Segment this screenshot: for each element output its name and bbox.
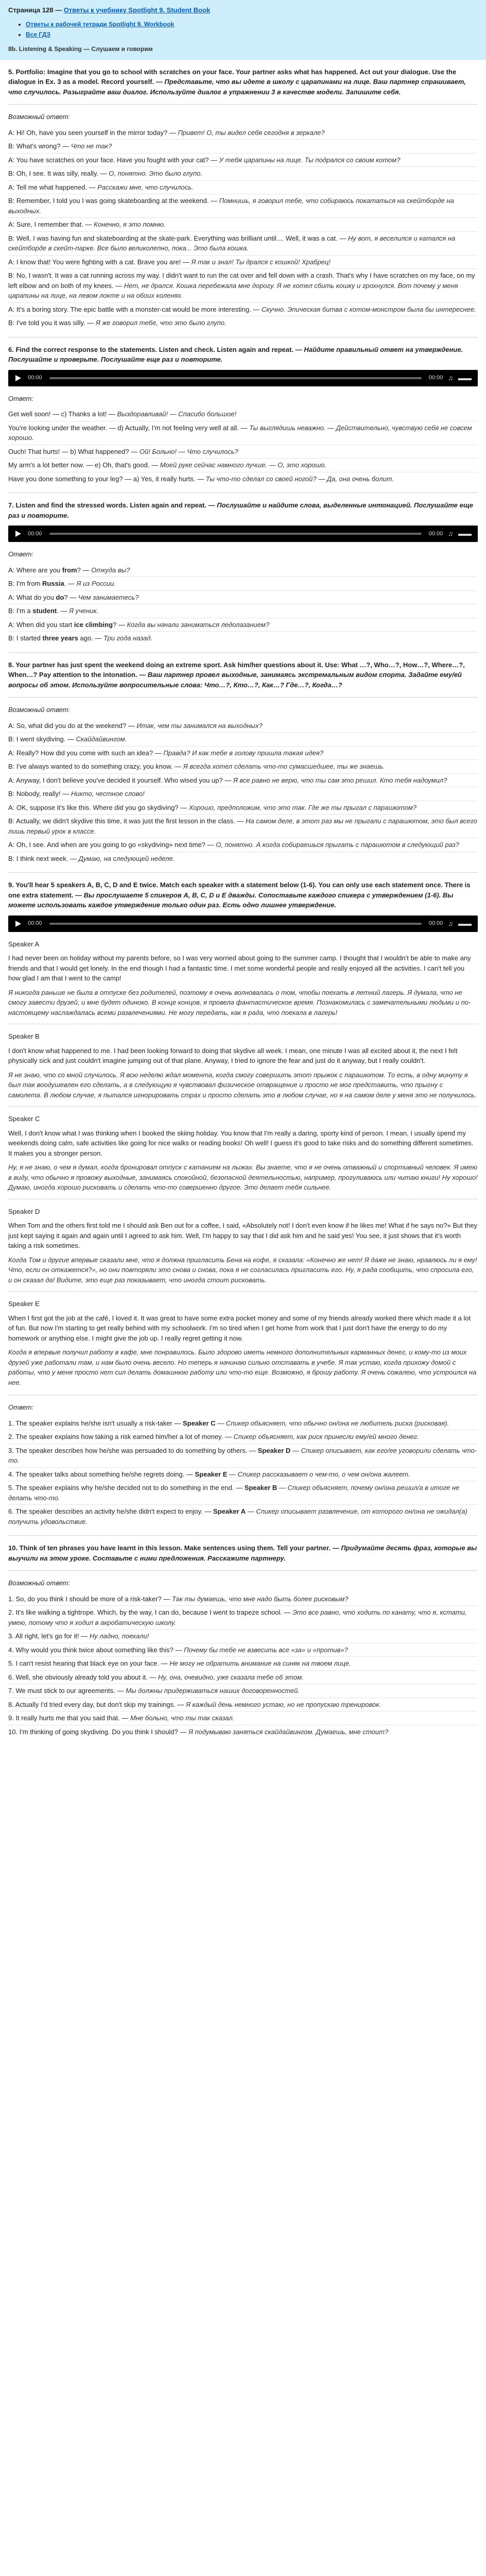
line-translation: На самом деле, в этот раз мы не прыгали с парашютом, это был всего лишь первый урок в классе. [8,817,477,835]
list-item [8,591,478,605]
divider [8,872,478,873]
line-text: B: Nobody, really! — [8,790,70,798]
list-item [8,604,478,618]
line-text: B: I started [8,634,43,642]
breadcrumb-link[interactable]: Ответы к учебнику Spotlight 9. Student Book [63,6,211,14]
line-translation: Я подумываю заняться скайдайвингом. Думаешь, мне стоит? [186,1727,389,1736]
line-text: A: You have scratches on your face. Have you fought with your cat? — [8,156,218,164]
list-item [8,1430,478,1444]
list-item [8,316,478,330]
duration: 00:00 [428,375,443,381]
line-text: ? — [113,620,125,629]
list-item [8,1481,478,1505]
stressed-word: student [32,607,57,615]
divider [8,1535,478,1536]
line-translation: — Спикер объясняет, почему он/она решил/а в итоге не делать что-то. [8,1484,460,1502]
volume-icon[interactable]: ♫ [448,919,453,927]
line-text: B: Oh, I see. It was silly, really. — [8,170,107,177]
audio-player[interactable] [8,916,478,932]
list-item [8,1468,478,1482]
task-6-answers [8,408,478,485]
speaker-transcript: When I first got the job at the café, I loved it. It was great to have some extra pocket money and some of my friends already worked there which made it a lot of fun. But now I'm starting to get really behind with my schoolwork. I'm so tired when I get home from work that I just don't have the energy to do my homework or anything else. I might give the job up. I really regret getting it now. [8,1314,471,1342]
current-time: 00:00 [28,375,42,381]
divider [8,1106,478,1107]
task-5-title: 5. Portfolio: Imagine that you go to school with scratches on your face. Your partner asks what has happened. Act out your dialogue. Use the dialogue in Ex. 3 as a model. Record yourself. — Представьте, что вы идете в школу с царапинами на лице. Ваш партнер спрашивает, что случилось. Разыграйте ваш диалог. Используйте диалог в упражнении 3 в качестве модели. Запишите себя. [8,67,466,96]
speaker-transcript: I had never been on holiday without my parents before, so I was very worried about going to the summer camp. I thought that I wouldn't be able to make any friends and that I would get lonely. In the end though I had a fantastic time. I met some wonderful people and really enjoyed all the activities. I can't tell you how glad I am that I went to the camp! [8,954,471,982]
stressed-word: three years [42,634,78,642]
speaker-name: Speaker D [8,1207,40,1215]
list-item [8,194,478,218]
list-item [8,774,478,788]
speaker-name: Speaker E [8,1300,40,1308]
list-item [8,421,478,445]
speaker-transcript: When Tom and the others first told me I should ask Ben out for a coffee, I said, «Absolutely not! I don't even know if he likes me! What if he says no?» But they just kept saying it again and again until I agreed to ask him. Well, I'm happy to say that I did ask him and he said yes! You see, it just shows that it's worth taking a risk sometimes. [8,1222,478,1249]
stressed-word: Russia [42,580,64,587]
line-translation: Скайдайвингом. [74,735,127,743]
task-9-title: 9. You'll hear 5 speakers A, B, C, D and E twice. Match each speaker with a statement below (1-6). You can only use each statement once. There is one extra statement. — Вы прослушаете 5 спикеров A, B, C, D и E дважды. Сопоставьте каждого спикера с утверждением (1-6). Вы можете использовать каждое утверждение только один раз. Есть одно лишнее утверждение. [8,881,471,909]
speaker-transcripts [8,939,478,1388]
audio-player[interactable] [8,526,478,542]
line-text: B: I'm a [8,607,33,615]
line-translation: Я ученик. [67,607,99,615]
answer-label: Ответ: [8,394,33,402]
line-text: ? — [77,566,90,574]
list-item [8,472,478,486]
line-translation: Это все равно, что ходить по канату, что я, кстати, умею, потому что я ходил в акробатическую школу. [8,1608,467,1626]
line-text: 5. I can't resist hearing that black eye on your face. — [8,1659,168,1667]
line-text: . — [64,580,75,587]
statement-number: 6. [8,1507,14,1515]
list-item [8,1592,478,1606]
line-translation: Моей руке сейчас намного лучше. — О, это хорошо. [158,461,327,469]
line-text: B: Actually, we didn't skydive this time, it was just the first lesson in the class. — [8,817,244,825]
task-10-title: 10. Think of ten phrases you have learnt in this lesson. Make sentences using them. Tell your partner. — Придумайте десять фраз, которые вы выучили на этом уроке. Составьте с ними предложения. Расскажите партнеру. [8,1544,477,1562]
list-item [8,1711,478,1725]
play-icon[interactable] [14,920,22,927]
line-text: A: What do you [8,593,56,601]
list-item [8,564,478,578]
list-item [8,256,478,269]
line-translation: Почему бы тебе не взвесить все «за» и «против»? [182,1646,348,1654]
answer-label: Возможный ответ: [8,113,71,121]
play-icon[interactable] [14,530,22,537]
line-translation: Выздоравливай! — Спасибо большое! [115,410,237,418]
line-translation: Думаю, на следующей неделе. [76,854,175,862]
volume-icon[interactable]: ♫ [448,530,453,538]
line-text: 7. We must stick to our agreements. — [8,1687,124,1694]
list-item [8,167,478,181]
statement-text: The speaker describes an activity he/she didn't expect to enjoy. — [15,1507,214,1515]
task-5-dialogue [8,126,478,330]
list-item [8,154,478,167]
line-translation: Ну, она, очевидно, уже сказала тебе об этом. [156,1673,304,1681]
answer-label: Возможный ответ: [8,1579,71,1587]
line-translation: Хорошо, предположим, что это так. Где же ты прыгал с парашютом? [187,803,416,811]
statement-number: 5. [8,1484,14,1492]
duration: 00:00 [428,530,443,537]
line-translation: Никто, честное слово! [69,790,145,798]
line-translation: — Спикер описывает развлечение, от которого он/она не ожидал(а) получить удовольствие. [8,1507,467,1526]
play-icon[interactable] [14,375,22,382]
line-text: A: Where are you [8,566,62,574]
line-translation: Скучно. Эпическая битва с котом-монстром была бы интереснее. [259,305,476,313]
list-item [8,577,478,591]
line-text: B: What's wrong? — [8,142,70,150]
answer-label: Возможный ответ: [8,706,71,714]
line-text: B: I'm from [8,580,43,587]
link-all-gdz[interactable]: Все ГДЗ [26,30,51,38]
line-text: A: So, what did you do at the weekend? — [8,721,135,730]
line-text: 8. Actually I'd tried every day, but don't skip my trainings. — [8,1700,184,1708]
volume-slider[interactable]: ▬▬ [458,374,472,382]
divider [8,697,478,698]
list-item [8,126,478,140]
list-item [8,1417,478,1431]
list-item [8,1657,478,1671]
line-translation: Нет, не дрался. Кошка перебежала мне дорогу. Я не хотел сбить кошку и грохнулся. Вот почему у меня царапины на лице, на левом локте и на обоих коленях. [8,281,458,299]
line-translation: Привет! О, ты видел себя сегодня в зеркале? [176,128,325,137]
line-translation: Мне больно, что ты так сказал. [128,1714,235,1722]
line-text: B: I went skydiving. — [8,735,74,743]
line-translation: Так ты думаешь, что мне надо быть более рисковым? [170,1595,349,1603]
current-time: 00:00 [28,530,42,537]
line-text: B: I've always wanted to do something crazy, you know. — [8,762,182,770]
list-item [8,801,478,815]
task-8-title: 8. Your partner has just spent the weekend doing an extreme sport. Ask him/her questions about it. Use: What …?, Who…?, How…?, Where…?, When…? Pay attention to the intonation. — Ваш партнер провел выходные, занимаясь экстремальным видом спорта. Задайте ему/ей вопросы об этом. Используйте вопросительные слова: Что…?, Кто…?, Как…? Где…?, Когда…? [8,660,465,689]
task-7-answers [8,564,478,645]
line-text: A: OK, suppose it's like this. Where did you go skydiving? — [8,803,187,811]
speaker-match: Speaker D [257,1446,291,1454]
list-item [8,1698,478,1712]
speaker-translation: Я никогда раньше не была в отпуске без родителей, поэтому я очень волновалась о том, чтобы поехать в летний лагерь. Я думала, что не смогу завести друзей, и мне будет одиноко. В конце концов, я провела фантастическое время. Познакомилась с замечательными людьми и по-настоящему наслаждалась всеми развлечениями. Не могу передать, как я рада, что поехала в лагерь! [8,988,471,1016]
speaker-transcript: I don't know what happened to me. I had been looking forward to doing that skydive all week. I mean, one minute I was all excited about it, the next I felt physically sick and just couldn't imagine jumping out of that plane. Anyway, I tried to ignore the fear and just do it anyway, but I really couldn't. [8,1046,458,1064]
line-translation: Я из России. [74,580,116,587]
line-translation: Мы должны придерживаться наших договоренностей. [124,1687,300,1694]
statement-number: 3. [8,1446,14,1454]
line-translation: Чем занимаетесь? [76,593,139,601]
list-item [8,218,478,232]
line-translation: — Спикер объясняет, что обычно он/она не любитель риска (рисковая). [215,1419,449,1427]
line-text: A: Really? How did you come with such an idea? — [8,749,162,757]
list-item [8,838,478,852]
line-translation: О, понятно. А когда собираешься прыгать с парашютом в следующий раз? [214,841,459,849]
line-translation: Спикер объясняет, как риск принесли ему/ей много денег. [233,1433,419,1440]
line-translation: Что не так? [69,142,112,150]
answer-label: Ответ: [8,550,33,558]
volume-slider[interactable]: ▬▬ [458,530,472,538]
list-item [8,747,478,760]
line-translation: Я все равно не верю, что ты сам это решил. Кто тебя надоумил? [231,776,447,784]
speaker-translation: Когда я впервые получил работу в кафе, мне понравилось. Было здорово иметь немного дополнительных карманных денег, и кому-то из моих друзей уже работали там, и нам было очень весело. Но теперь я начинаю сильно отставать в учебе. Я так устаю, когда прихожу домой с работы, что у меня просто нет сил делать домашнюю работу или что-то еще. Возможно, я брошу работу. Я очень сожалею, что устроился на нее. [8,1348,477,1386]
line-translation: — Спикер описывает, как его/ее уговорили сделать что-то. [8,1446,477,1464]
line-text: 4. Why would you think twice about something like this? — [8,1646,182,1654]
line-translation: У тебя царапины на лице. Ты подрался со своим котом? [217,156,401,164]
line-text: Have you done something to your leg? — a) Yes, it really hurts. — [8,474,204,483]
speaker-match: Speaker C [182,1419,216,1427]
speaker-match: Speaker A [213,1507,246,1515]
list-item [8,181,478,195]
line-translation: — Спикер рассказывает о чем-то, о чем он/она жалеет. [227,1470,410,1478]
speaker-transcript: Well, I don't know what I was thinking when I booked the skiing holiday. You know that I'm really a daring, sporty kind of person. I mean, I usually spend my weekends doing calm, safe activities like going for nice walks or reading books! Oh well! I guess it's good to take risks and do something different sometimes. It makes you a stronger person. [8,1129,474,1157]
statement-text: The speaker talks about something he/she regrets doing. — [15,1470,195,1478]
line-text: Ouch! That hurts! — b) What happened? — [8,447,138,455]
line-text: My arm's a lot better now. — e) Oh, that's good. — [8,461,159,469]
audio-player[interactable] [8,370,478,386]
line-translation: Откуда вы? [89,566,130,574]
line-translation: Расскажи мне, что случилось. [95,183,194,191]
list-item [8,719,478,733]
line-translation: Помнишь, я говорил тебе, что собираюсь покататься на скейтборде на выходных. [8,197,454,215]
seek-bar[interactable] [49,923,422,925]
line-text: 2. It's like walking a tightrope. Which, by the way, I can do, because I went to trapeze school. — [8,1608,291,1616]
line-translation: Ну вот, я веселился и катался на скейтборде в скейт-парке. Все было великолепно, пока... Это была кошка. [8,234,456,252]
task-7-title: 7. Listen and find the stressed words. Listen again and repeat. — Послушайте и найдите слова, выделенные интонацией. Послушайте еще раз и повторите. [8,501,473,519]
line-translation: Три года назад. [101,634,153,642]
line-text: You're looking under the weather. — d) Actually, I'm not feeling very well at all. — [8,423,248,432]
volume-slider[interactable]: ▬▬ [458,919,472,927]
speaker-match: Speaker E [195,1470,228,1478]
list-item [8,787,478,801]
list-item [8,1444,478,1468]
line-text: ? — [64,593,77,601]
line-text: A: I know that! You were fighting with a cat. Brave you are! — [8,258,189,266]
statement-text: The speaker explains how taking a risk earned him/her a lot of money. — [15,1433,234,1440]
line-text: 10. I'm thinking of going skydiving. Do you think I should? — [8,1727,187,1736]
line-text: A: Sure, I remember that. — [8,221,92,228]
list-item [8,852,478,866]
line-text: A: Tell me what happened. — [8,183,96,191]
speaker-name: Speaker A [8,940,39,948]
line-translation: О, понятно. Это было глупо. [107,170,203,177]
volume-icon[interactable]: ♫ [448,374,453,382]
current-time: 00:00 [28,920,42,927]
statement-text: The speaker explains why he/she decided not to do something in the end. — [15,1484,245,1492]
list-item [8,408,478,421]
divider [8,1570,478,1571]
task-6-title: 6. Find the correct response to the statements. Listen and check. Listen again and repeat. — Найдите правильный ответ на утверждение. Послушайте и проверьте. Послушайте еще раз и повторите. [8,345,463,363]
speaker-translation: Когда Том и другие впервые сказали мне, что я должна пригласить Бена на кофе, я сказала: «Конечно же нет! Я даже не знаю, нравлюсь ли я ему! Что, если он откажется?», но они повторяли это снова и снова, пока я не согласилась пригласить его. Ну, я рада сообщить, что спросила его, и он сказал да! Видите, это еще раз показывает, что иногда стоит рисковать. [8,1256,477,1284]
list-item [8,1684,478,1698]
line-text: A: Oh, I see. And when are you going to go «skydiving» next time? — [8,841,214,849]
header-links [8,20,478,39]
divider [8,652,478,653]
breadcrumb [8,5,478,15]
speaker-match: Speaker B [244,1484,277,1492]
list-item [8,760,478,774]
stressed-word: ice climbing [74,620,113,629]
line-text: B: Well, I was having fun and skateboarding at the skate-park. Everything was brilliant until.... Well, it was a cat. — [8,234,346,242]
duration: 00:00 [428,920,443,927]
list-item [8,1643,478,1657]
stressed-word: from [62,566,77,574]
line-text: B: No, I wasn't. It was a cat running across my way. I didn't want to run the cat over and fell down with a crash. That's why I have scratches on my face, on my left elbow and on both of my knees. — [8,272,475,290]
answer-label: Ответ: [8,1403,33,1411]
line-text: 9. It really hurts me that you said that. — [8,1714,129,1722]
list-item [8,459,478,472]
link-workbook[interactable]: Ответы к рабочей тетради Spotlight 9. Workbook [26,20,175,28]
line-translation: Конечно, я это помню. [92,221,166,228]
list-item [8,269,478,303]
line-translation: Итак, чем ты занимался на выходных? [134,721,263,730]
line-text: B: I've told you it was silly. — [8,319,94,327]
task-10-sentences [8,1592,478,1739]
line-text: B: I think next week. — [8,854,77,862]
list-item [8,232,478,256]
line-translation: Ой! Больно! — Что случилось? [137,447,238,455]
list-item [8,1671,478,1685]
list-item [8,1505,478,1528]
line-translation: Не могу не обратить внимание на синяк на твоем лице. [167,1659,351,1667]
divider [8,1291,478,1292]
header [0,0,486,60]
section-title: 8b. Listening & Speaking — Слушаем и говорим [8,45,153,53]
seek-bar[interactable] [49,533,422,535]
line-translation: Когда вы начали заниматься ледолазанием? [125,620,270,629]
speaker-name: Speaker B [8,1032,40,1040]
list-item [8,1606,478,1630]
list-item [8,303,478,317]
speaker-name: Speaker C [8,1115,40,1123]
line-translation: Я же говорил тебе, что это было глупо. [94,319,227,327]
seek-bar[interactable] [49,377,422,379]
statement-text: The speaker describes how he/she was persuaded to do something by others. — [15,1446,258,1454]
line-translation: Ну ладно, поехали! [88,1632,149,1640]
list-item [8,815,478,838]
line-text: 6. Well, she obviously already told you about it. — [8,1673,157,1681]
speaker-translation: Я не знаю, что со мной случилось. Я всю неделю ждал момента, когда смогу совершить этот прыжок с парашютом. То есть, в одну минуту я был так воодушевлен его сделать, а в следующую я чувствовал физическое отвращение и просто не мог представить, что прыгну с самолета. В любом случае, я пытался игнорировать страх и просто сделать это в любом случае, но я на самом деле у меня это не получилось. [8,1071,477,1099]
line-text: 1. So, do you think I should be more of a risk-taker? — [8,1595,170,1603]
line-text: ago. — [78,634,102,642]
statement-number: 1. [8,1419,14,1427]
line-translation: Я всегда хотел сделать что-то сумасшедшее, ты же знаешь. [181,762,385,770]
statement-number: 2. [8,1433,14,1440]
task-9-answers [8,1417,478,1529]
line-text: Get well soon! — c) Thanks a lot! — [8,410,115,418]
speaker-translation: Ну, я не знаю, о чем я думал, когда бронировал отпуск с катанием на лыжах. Вы знаете, что я не очень отважный и спортивный человек. Я имею в виду, что обычно я провожу выходные, занимаясь спокойной, безопасной деятельностью, например, прогуливаюсь или читаю книги! Ну хорошо! Думаю, иногда хорошо рисковать и сделать что-то совершенно другое. Это делает тебя сильнее. [8,1163,478,1191]
breadcrumb-prefix: Страница 128 — [8,6,64,14]
list-item [8,445,478,459]
list-item [8,140,478,154]
line-translation: Правда? И как тебе в голову пришла такая идея? [161,749,324,757]
line-translation: Ты что-то сделал со своей ногой? — Да, она очень болит. [204,474,394,483]
line-text: 3. All right, let's go for it! — [8,1632,88,1640]
line-text: A: Hi! Oh, have you seen yourself in the mirror today? — [8,128,176,137]
line-text: B: Remember, I told you I was going skateboarding at the weekend. — [8,197,218,205]
list-item [8,632,478,645]
line-translation: Я так и знал! Ты дрался с кошкой! Храбрец! [189,258,331,266]
list-item [8,1725,478,1739]
stressed-word: do [56,593,64,601]
list-item [8,618,478,632]
task-8-dialogue [8,719,478,866]
line-text: A: It's a boring story. The epic battle with a monster-cat would be more interesting. — [8,305,260,313]
line-text: A: When did you start [8,620,74,629]
line-text: A: Anyway, I don't believe you've decided it yourself. Who wised you up? — [8,776,232,784]
statement-text: The speaker explains he/she isn't usually a risk-taker — [15,1419,183,1427]
list-item [8,1630,478,1643]
line-text: . — [57,607,67,615]
divider [8,104,478,105]
statement-number: 4. [8,1470,14,1478]
line-translation: Я каждый день немного устаю, но не пропускаю тренировок. [184,1700,381,1708]
line-translation: Ты выглядишь неважно. — Действительно, чувствую себя не совсем хорошо. [8,423,472,442]
list-item [8,733,478,747]
